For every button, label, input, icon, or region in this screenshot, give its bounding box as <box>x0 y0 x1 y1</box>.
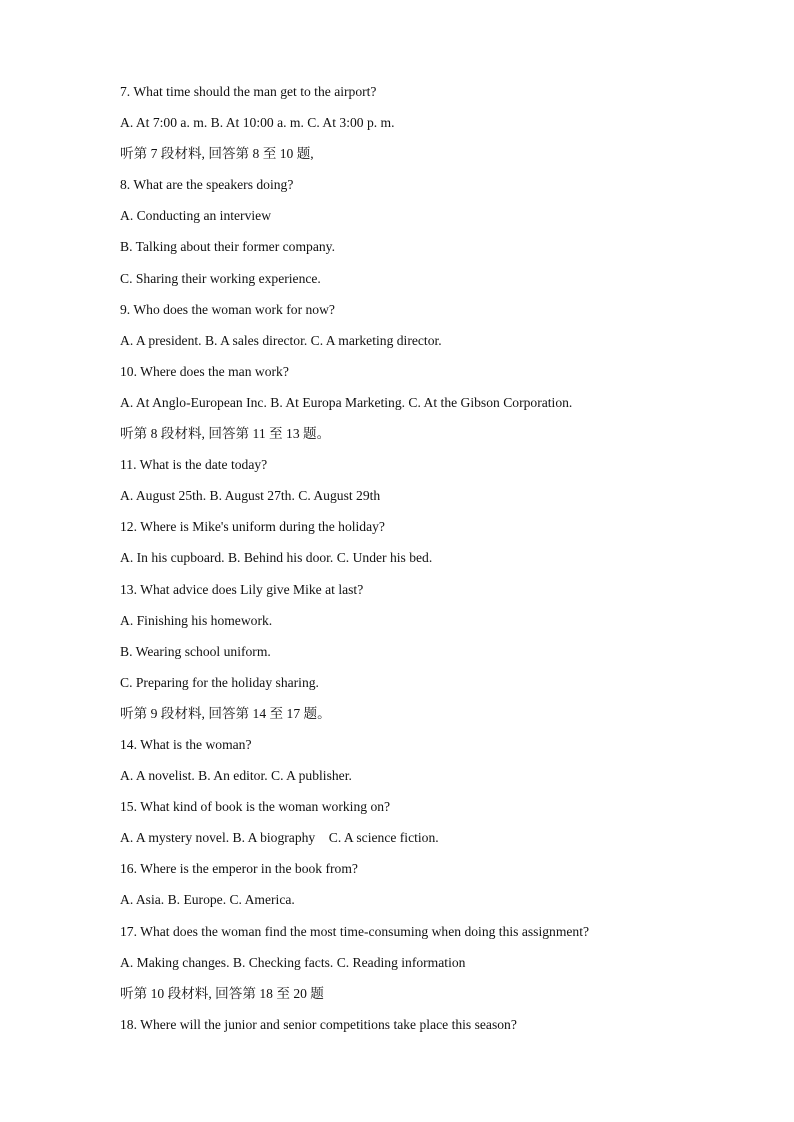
question-16-options: A. Asia. B. Europe. C. America. <box>120 892 295 908</box>
question-13-option-b: B. Wearing school uniform. <box>120 643 271 659</box>
question-7-options: A. At 7:00 a. m. B. At 10:00 a. m. C. At 3:00 p. m. <box>120 115 395 131</box>
question-8-option-c: C. Sharing their working experience. <box>120 270 321 286</box>
section-7-instruction: 听第 7 段材料, 回答第 8 至 10 题, <box>120 146 314 162</box>
question-12: 12. Where is Mike's uniform during the holiday? <box>120 519 385 535</box>
section-10-instruction: 听第 10 段材料, 回答第 18 至 20 题 <box>120 985 324 1001</box>
question-10: 10. Where does the man work? <box>120 363 289 379</box>
question-7: 7. What time should the man get to the airport? <box>120 84 377 99</box>
section-8-instruction: 听第 8 段材料, 回答第 11 至 13 题。 <box>120 426 331 442</box>
question-14: 14. What is the woman? <box>120 736 252 752</box>
question-8-option-a: A. Conducting an interview <box>120 208 272 224</box>
question-9: 9. Who does the woman work for now? <box>120 301 335 317</box>
question-9-options: A. A president. B. A sales director. C. A marketing director. <box>120 332 442 348</box>
question-11-options: A. August 25th. B. August 27th. C. August 29th <box>120 488 381 504</box>
question-14-options: A. A novelist. B. An editor. C. A publisher. <box>120 768 352 784</box>
question-15-options: A. A mystery novel. B. A biography C. A science fiction. <box>120 830 439 846</box>
question-11: 11. What is the date today? <box>120 457 268 473</box>
question-18: 18. Where will the junior and senior competitions take place this season? <box>120 1016 517 1032</box>
question-12-options: A. In his cupboard. B. Behind his door. C. Under his bed. <box>120 550 433 566</box>
question-16: 16. Where is the emperor in the book from? <box>120 861 358 877</box>
question-8: 8. What are the speakers doing? <box>120 177 294 193</box>
question-13-option-a: A. Finishing his homework. <box>120 612 273 628</box>
question-13: 13. What advice does Lily give Mike at last? <box>120 581 364 597</box>
question-10-options: A. At Anglo-European Inc. B. At Europa Marketing. C. At the Gibson Corporation. <box>120 394 573 410</box>
question-15: 15. What kind of book is the woman working on? <box>120 799 391 815</box>
section-9-instruction: 听第 9 段材料, 回答第 14 至 17 题。 <box>120 705 331 721</box>
question-17: 17. What does the woman find the most time-consuming when doing this assignment? <box>120 923 590 939</box>
question-8-option-b: B. Talking about their former company. <box>120 239 335 255</box>
question-13-option-c: C. Preparing for the holiday sharing. <box>120 674 319 690</box>
document-page <box>120 83 760 1047</box>
question-17-options: A. Making changes. B. Checking facts. C. Reading information <box>120 954 466 970</box>
